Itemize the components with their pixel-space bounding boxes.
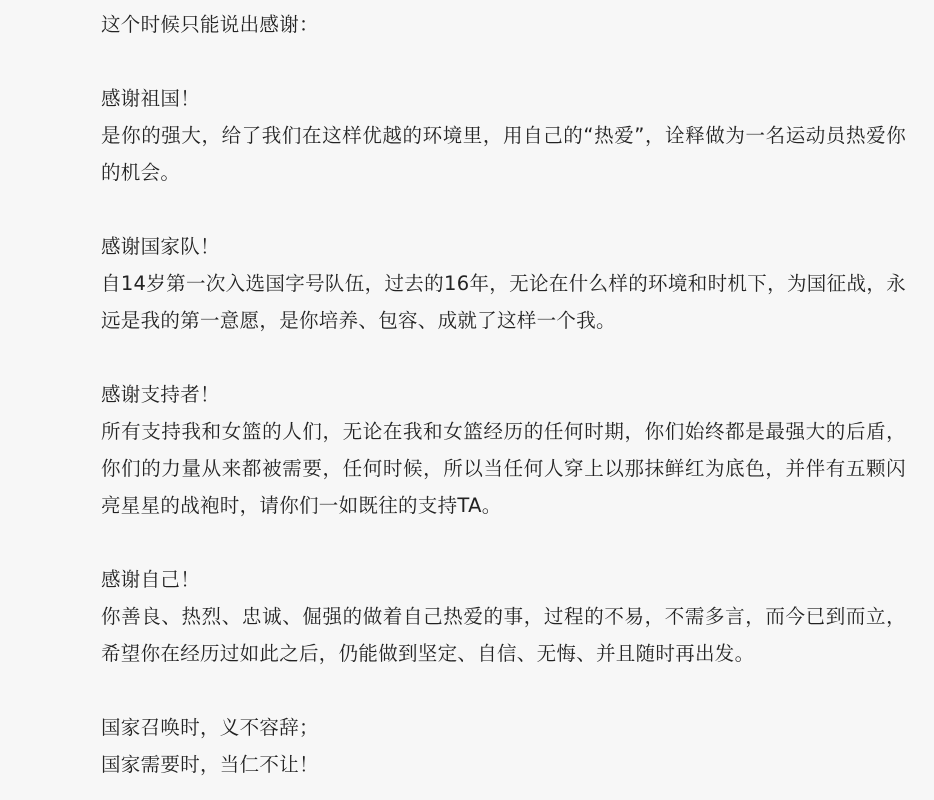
- closing-line-1: 国家召唤时，义不容辞；: [101, 716, 319, 739]
- document-body: [101, 6, 906, 783]
- paragraph-thanks-self-body: 你善良、热烈、忠诚、倔强的做着自己热爱的事，过程的不易，不需多言，而今已到而立，希望你在经历过如此之后，仍能做到坚定、自信、无悔、并且随时再出发。: [101, 605, 906, 665]
- paragraph-intro-line-1: 这个时候只能说出感谢：: [101, 13, 319, 36]
- paragraph-spacer: [101, 191, 906, 228]
- heading-thanks-national-team: 感谢国家队！: [101, 235, 220, 258]
- paragraph-spacer: [101, 43, 906, 80]
- heading-thanks-self: 感谢自己！: [101, 568, 201, 591]
- heading-thanks-motherland: 感谢祖国！: [101, 87, 201, 110]
- paragraph-thanks-motherland-body: 是你的强大，给了我们在这样优越的环境里，用自己的“热爱”，诠释做为一名运动员热爱你的机会。: [101, 124, 906, 184]
- paragraph-spacer: [101, 339, 906, 376]
- paragraph-spacer: [101, 672, 906, 709]
- closing-line-2: 国家需要时，当仁不让！: [101, 753, 319, 776]
- paragraph-thanks-national-team-body: 自14岁第一次入选国字号队伍，过去的16年，无论在什么样的环境和时机下，为国征战，永远是我的第一意愿，是你培养、包容、成就了这样一个我。: [101, 272, 906, 332]
- paragraph-thanks-supporters-body: 所有支持我和女篮的人们，无论在我和女篮经历的任何时期，你们始终都是最强大的后盾，你们的力量从来都被需要，任何时候，所以当任何人穿上以那抹鲜红为底色，并伴有五颗闪亮星星的战袍时，请你们一如既往的支持TA。: [101, 420, 906, 517]
- heading-thanks-supporters: 感谢支持者！: [101, 383, 220, 406]
- paragraph-spacer: [101, 524, 906, 561]
